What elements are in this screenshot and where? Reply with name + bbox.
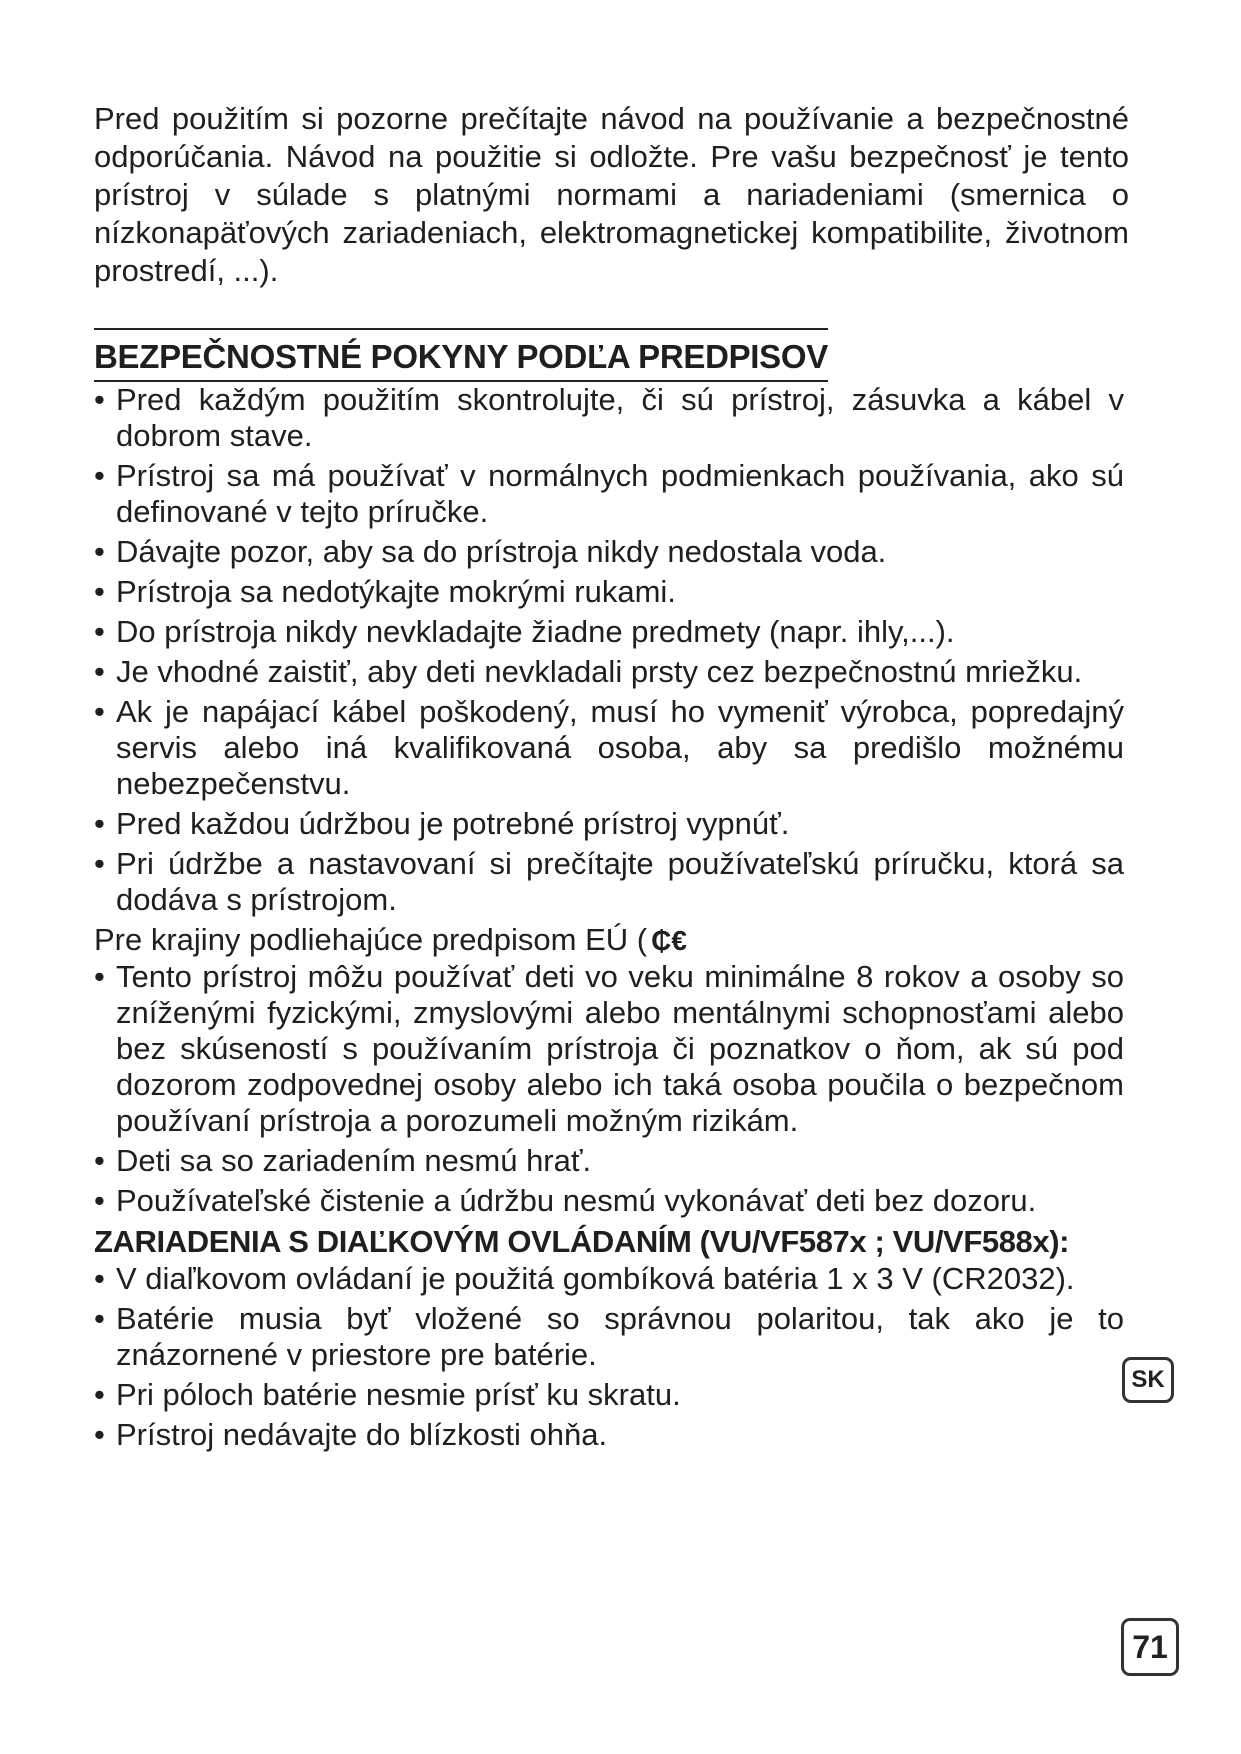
list-item: • Deti sa so zariadením nesmú hrať. bbox=[94, 1143, 1124, 1179]
section-title: BEZPEČNOSTNÉ POKYNY PODĽA PREDPISOV bbox=[94, 328, 828, 382]
eu-regulation-line bbox=[94, 922, 1134, 959]
list-item: • Dávajte pozor, aby sa do prístroja nikdy nedostala voda. bbox=[94, 534, 1124, 570]
list-item: • Pri údržbe a nastavovaní si prečítajte používateľskú príručku, ktorá sa dodáva s prístrojom. bbox=[94, 846, 1124, 918]
manual-page bbox=[94, 100, 1134, 1457]
safety-list bbox=[94, 382, 1134, 918]
list-item: • Do prístroja nikdy nevkladajte žiadne predmety (napr. ihly,...). bbox=[94, 614, 1124, 650]
list-item: • Používateľské čistenie a údržbu nesmú vykonávať deti bez dozoru. bbox=[94, 1183, 1124, 1219]
list-item: • Ak je napájací kábel poškodený, musí ho vymeniť výrobca, popredajný servis alebo iná kvalifikovaná osoba, aby sa predišlo možnému nebezpečenstvu. bbox=[94, 694, 1124, 802]
remote-list bbox=[94, 1261, 1134, 1453]
ce-mark-icon: ₵€ bbox=[651, 925, 687, 956]
list-item: • Je vhodné zaistiť, aby deti nevkladali prsty cez bezpečnostnú mriežku. bbox=[94, 654, 1124, 690]
list-item: • Pred každým použitím skontrolujte, či sú prístroj, zásuvka a kábel v dobrom stave. bbox=[94, 382, 1124, 454]
list-item: • Pred každou údržbou je potrebné prístroj vypnúť. bbox=[94, 806, 1124, 842]
list-item: • Prístroja sa nedotýkajte mokrými rukami. bbox=[94, 574, 1124, 610]
eu-list bbox=[94, 959, 1134, 1219]
list-item: • Pri póloch batérie nesmie prísť ku skratu. bbox=[94, 1377, 1124, 1413]
eu-regulation-text: Pre krajiny podliehajúce predpisom EÚ ( bbox=[94, 922, 648, 957]
page-number: 71 bbox=[1121, 1618, 1179, 1676]
list-item: • V diaľkovom ovládaní je použitá gombíková batéria 1 x 3 V (CR2032). bbox=[94, 1261, 1124, 1297]
remote-control-title: ZARIADENIA S DIAĽKOVÝM OVLÁDANÍM (VU/VF587x ; VU/VF588x): bbox=[94, 1224, 1070, 1259]
language-badge: SK bbox=[1122, 1357, 1174, 1403]
intro-paragraph: Pred použitím si pozorne prečítajte návod na používanie a bezpečnostné odporúčania. Návod na použitie si odložte. Pre vašu bezpečnosť je tento prístroj v súlade s platnými normami a nariadeniami (smernica o nízkonapäťových zariadeniach, elektromagnetickej kompatibilite, životnom prostredí, ...). bbox=[94, 101, 1129, 288]
list-item: • Prístroj sa má používať v normálnych podmienkach používania, ako sú definované v tejto príručke. bbox=[94, 458, 1124, 530]
list-item: • Batérie musia byť vložené so správnou polaritou, tak ako je to znázornené v priestore pre batérie. bbox=[94, 1301, 1124, 1373]
list-item: • Prístroj nedávajte do blízkosti ohňa. bbox=[94, 1417, 1124, 1453]
list-item: • Tento prístroj môžu používať deti vo veku minimálne 8 rokov a osoby so zníženými fyzickými, zmyslovými alebo mentálnymi schopnosťami alebo bez skúseností s používaním prístroja či poznatkov o ňom, ak sú pod dozorom zodpovednej osoby alebo ich taká osoba poučila o bezpečnom používaní prístroja a porozumeli možným rizikám. bbox=[94, 959, 1124, 1139]
